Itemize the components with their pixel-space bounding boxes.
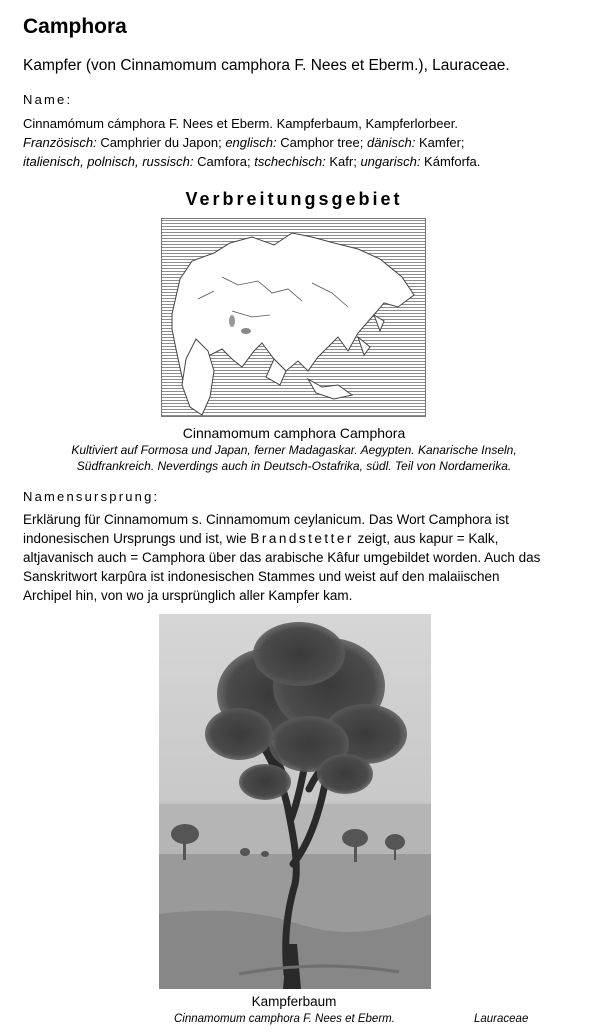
- tree-photo-icon: [159, 614, 431, 989]
- etymology-line-3: altjavanisch auch = Camphora über das arabische Kâfur umgebildet worden. Auch das: [23, 550, 541, 565]
- tree-photo: [159, 614, 431, 989]
- photo-caption-scientific: Cinnamomum camphora F. Nees et Eberm.: [174, 1013, 395, 1025]
- world-map-icon: [162, 219, 426, 417]
- lang-label-italian-polish-russian: italienisch, polnisch, russisch:: [23, 154, 194, 169]
- name-hungarian: Kámforfa.: [420, 154, 481, 169]
- name-section-label: Name:: [23, 92, 73, 107]
- map-caption-line-2: Südfrankreich. Neverdings auch in Deutsch-Ostafrika, südl. Teil von Nordamerika.: [76, 459, 512, 473]
- name-french: Camphrier du Japon;: [96, 135, 226, 150]
- name-italian: Camfora;: [193, 154, 255, 169]
- etymology-line-2b: zeigt, aus kapur = Kalk,: [353, 531, 499, 546]
- etymology-line-4: Sanskritwort karpûra ist indonesischen Stammes und weist auf den malaiischen: [23, 569, 500, 584]
- map-caption-title: Cinnamomum camphora Camphora: [182, 425, 406, 441]
- name-english: Camphor tree;: [276, 135, 367, 150]
- page-title: Camphora: [23, 15, 127, 38]
- lang-label-hungarian: ungarisch:: [360, 154, 421, 169]
- name-line-botanical: Cinnamómum cámphora F. Nees et Eberm. Kampferbaum, Kampferlorbeer.: [23, 116, 458, 131]
- etymology-line-5: Archipel hin, von wo ja ursprünglich aller Kampfer kam.: [23, 588, 353, 603]
- author-name-spaced: Brandstetter: [250, 531, 354, 546]
- name-line-translations-2: [23, 154, 480, 169]
- etymology-line-1: Erklärung für Cinnamomum s. Cinnamomum ceylanicum. Das Wort Camphora ist: [23, 512, 509, 527]
- distribution-heading: Verbreitungsgebiet: [185, 189, 403, 209]
- etymology-section-label: Namensursprung:: [23, 489, 160, 504]
- etymology-line-2a: indonesischen Ursprungs und ist, wie: [23, 531, 251, 546]
- distribution-map: [161, 218, 426, 417]
- photo-caption-title: Kampferbaum: [251, 994, 337, 1009]
- lang-label-french: Französisch:: [23, 135, 97, 150]
- page-subtitle: Kampfer (von Cinnamomum camphora F. Nees et Eberm.), Lauraceae.: [23, 57, 510, 74]
- name-line-translations-1: [23, 135, 465, 150]
- map-caption-line-1: Kultiviert auf Formosa und Japan, ferner Madagaskar. Aegypten. Kanarische Inseln,: [71, 443, 517, 457]
- lang-label-danish: dänisch:: [366, 135, 416, 150]
- name-czech: Kafr;: [325, 154, 361, 169]
- photo-caption-family: Lauraceae: [474, 1013, 529, 1025]
- name-danish: Kamfer;: [415, 135, 465, 150]
- etymology-line-2: [23, 531, 498, 546]
- lang-label-czech: tschechisch:: [254, 154, 326, 169]
- lang-label-english: englisch:: [225, 135, 277, 150]
